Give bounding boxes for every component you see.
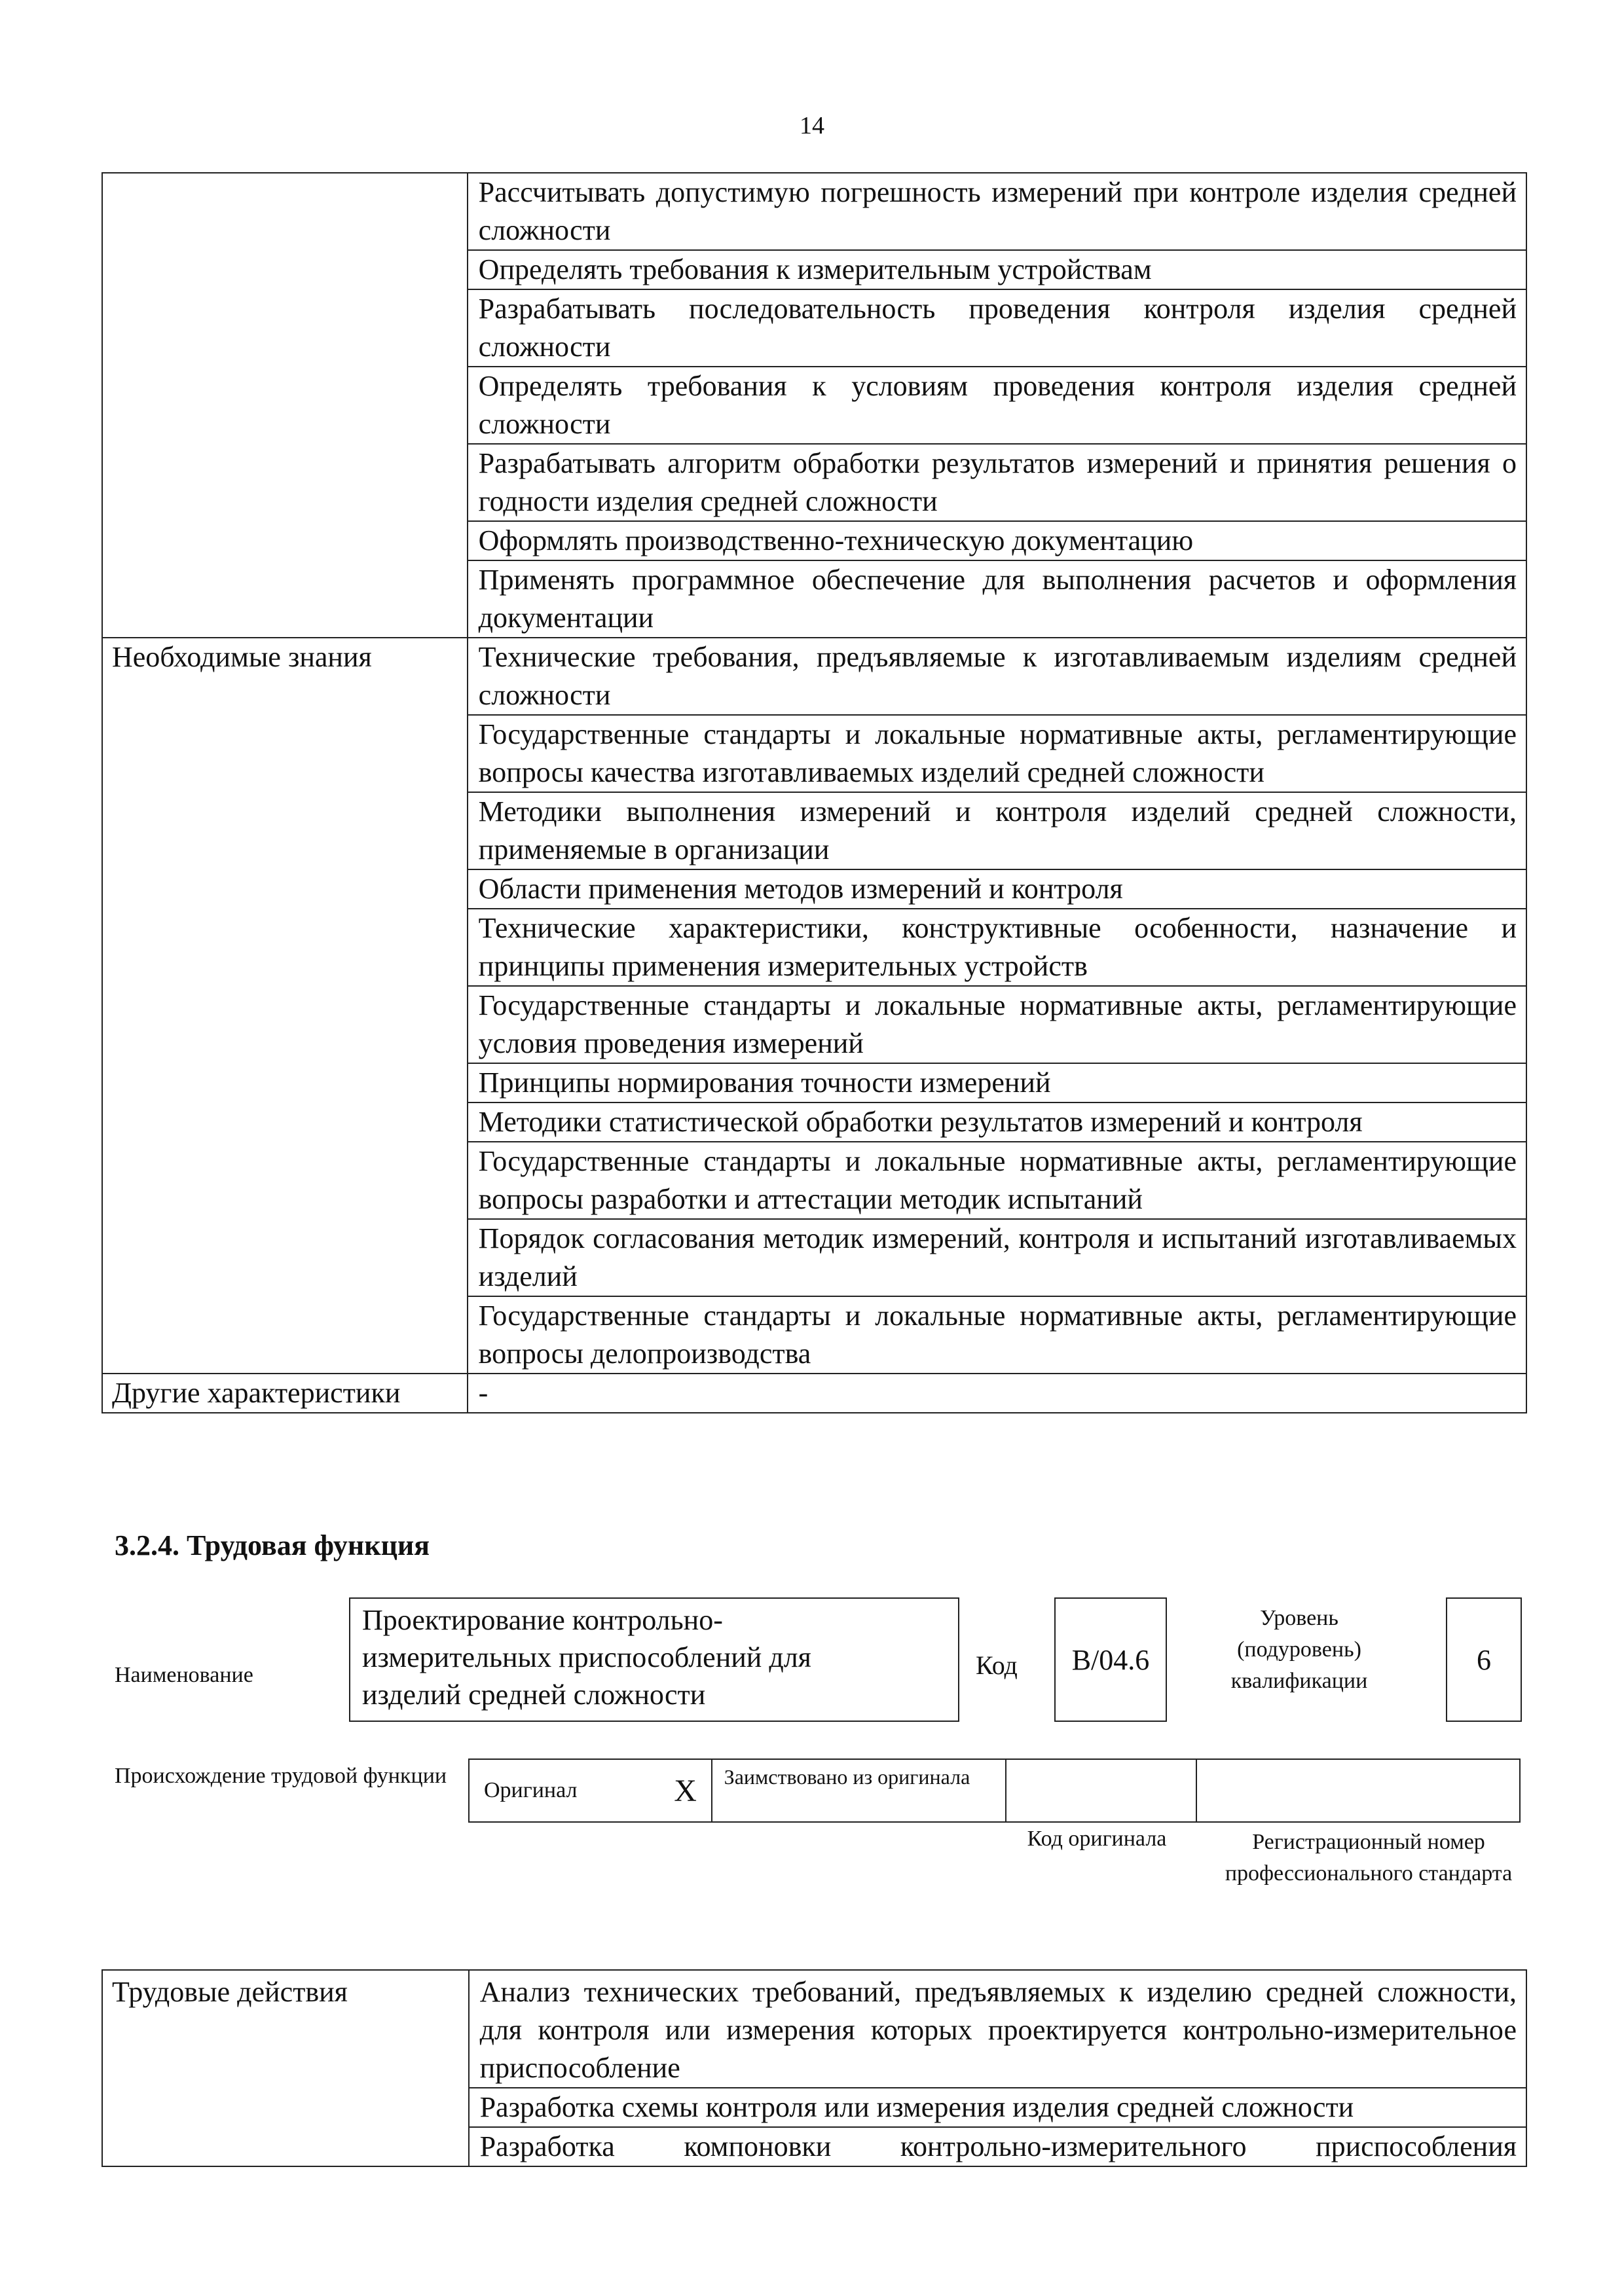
action-item: Анализ технических требований, предъявляемых к изделию средней сложности, для контроля или измерения которых проектируется контрольно-измерительное приспособление [469, 1970, 1526, 2088]
table-row [102, 638, 1526, 715]
table-row [102, 173, 1526, 250]
table-row [102, 560, 1526, 638]
table-row [102, 444, 1526, 521]
knowledge-item: Принципы нормирования точности измерений [468, 1063, 1526, 1102]
actions-label: Трудовые действия [102, 1970, 469, 2088]
actions-table [101, 1969, 1527, 2167]
origin-table [468, 1758, 1521, 1823]
table-row [102, 909, 1526, 986]
knowledge-label: Необходимые знания [102, 638, 468, 715]
table-row [102, 1296, 1526, 1374]
knowledge-item: Государственные стандарты и локальные нормативные акты, регламентирующие вопросы качества изготавливаемых изделий средней сложности [468, 715, 1526, 792]
original-code-cell [1006, 1759, 1196, 1822]
function-name-box [349, 1597, 959, 1722]
reg-number-caption: Регистрационный номер профессионального стандарта [1225, 1830, 1513, 1886]
code-label: Код [976, 1650, 1018, 1680]
skill-item: Рассчитывать допустимую погрешность измерений при контроле изделия средней сложности [468, 173, 1526, 250]
code-original-caption: Код оригинала [1027, 1827, 1167, 1851]
knowledge-item: Технические требования, предъявляемые к изготавливаемым изделиям средней сложности [468, 638, 1526, 715]
table-row [102, 1219, 1526, 1296]
table-row [102, 1102, 1526, 1142]
origin-label: Происхождение трудовой функции [115, 1764, 447, 1788]
table-row [102, 521, 1526, 560]
table-row [102, 2088, 1526, 2127]
knowledge-item: Технические характеристики, конструктивные особенности, назначение и принципы применения измерительных устройств [468, 909, 1526, 986]
knowledge-item: Порядок согласования методик измерений, контроля и испытаний изготавливаемых изделий [468, 1219, 1526, 1296]
borrowed-cell: Заимствовано из оригинала [712, 1759, 1006, 1822]
name-label: Наименование [115, 1663, 253, 1687]
page-number: 14 [800, 112, 824, 139]
requirements-table [101, 172, 1527, 1413]
action-item: Разработка компоновки контрольно-измерительного приспособления [469, 2127, 1526, 2166]
skill-item: Разрабатывать алгоритм обработки результатов измерений и принятия решения о годности изделия средней сложности [468, 444, 1526, 521]
table-row [102, 986, 1526, 1063]
table-row [102, 1374, 1526, 1413]
knowledge-item: Области применения методов измерений и контроля [468, 869, 1526, 909]
table-row [102, 1063, 1526, 1102]
reg-number-cell [1196, 1759, 1520, 1822]
level-value: 6 [1477, 1643, 1491, 1676]
table-row [102, 289, 1526, 367]
knowledge-item: Государственные стандарты и локальные нормативные акты, регламентирующие вопросы разработки и аттестации методик испытаний [468, 1142, 1526, 1219]
function-name: Проектирование контрольно-измерительных приспособлений для изделий средней сложности [362, 1604, 811, 1711]
skill-item: Применять программное обеспечение для выполнения расчетов и оформления документации [468, 560, 1526, 638]
table-row [102, 869, 1526, 909]
table-row [102, 715, 1526, 792]
table-row [102, 367, 1526, 444]
knowledge-item: Методики статистической обработки результатов измерений и контроля [468, 1102, 1526, 1142]
original-cell: Оригинал [469, 1759, 659, 1822]
skill-item: Разрабатывать последовательность проведения контроля изделия средней сложности [468, 289, 1526, 367]
table-row [102, 1970, 1526, 2088]
table-row [102, 792, 1526, 869]
original-mark: X [659, 1759, 712, 1822]
empty-label-cell [102, 173, 468, 250]
other-label: Другие характеристики [102, 1374, 468, 1413]
section-heading: 3.2.4. Трудовая функция [115, 1529, 430, 1561]
other-value: - [468, 1374, 1526, 1413]
knowledge-item: Государственные стандарты и локальные нормативные акты, регламентирующие вопросы делопроизводства [468, 1296, 1526, 1374]
table-row [102, 250, 1526, 289]
knowledge-item: Методики выполнения измерений и контроля изделий средней сложности, применяемые в организации [468, 792, 1526, 869]
code-value: B/04.6 [1071, 1643, 1150, 1676]
skill-item: Определять требования к измерительным устройствам [468, 250, 1526, 289]
table-row [102, 2127, 1526, 2166]
code-box [1054, 1597, 1167, 1722]
action-item: Разработка схемы контроля или измерения изделия средней сложности [469, 2088, 1526, 2127]
table-row [102, 1142, 1526, 1219]
skill-item: Определять требования к условиям проведения контроля изделия средней сложности [468, 367, 1526, 444]
knowledge-item: Государственные стандарты и локальные нормативные акты, регламентирующие условия проведения измерений [468, 986, 1526, 1063]
level-label: Уровень (подуровень) квалификации [1230, 1606, 1368, 1693]
level-box [1446, 1597, 1522, 1722]
skill-item: Оформлять производственно-техническую документацию [468, 521, 1526, 560]
